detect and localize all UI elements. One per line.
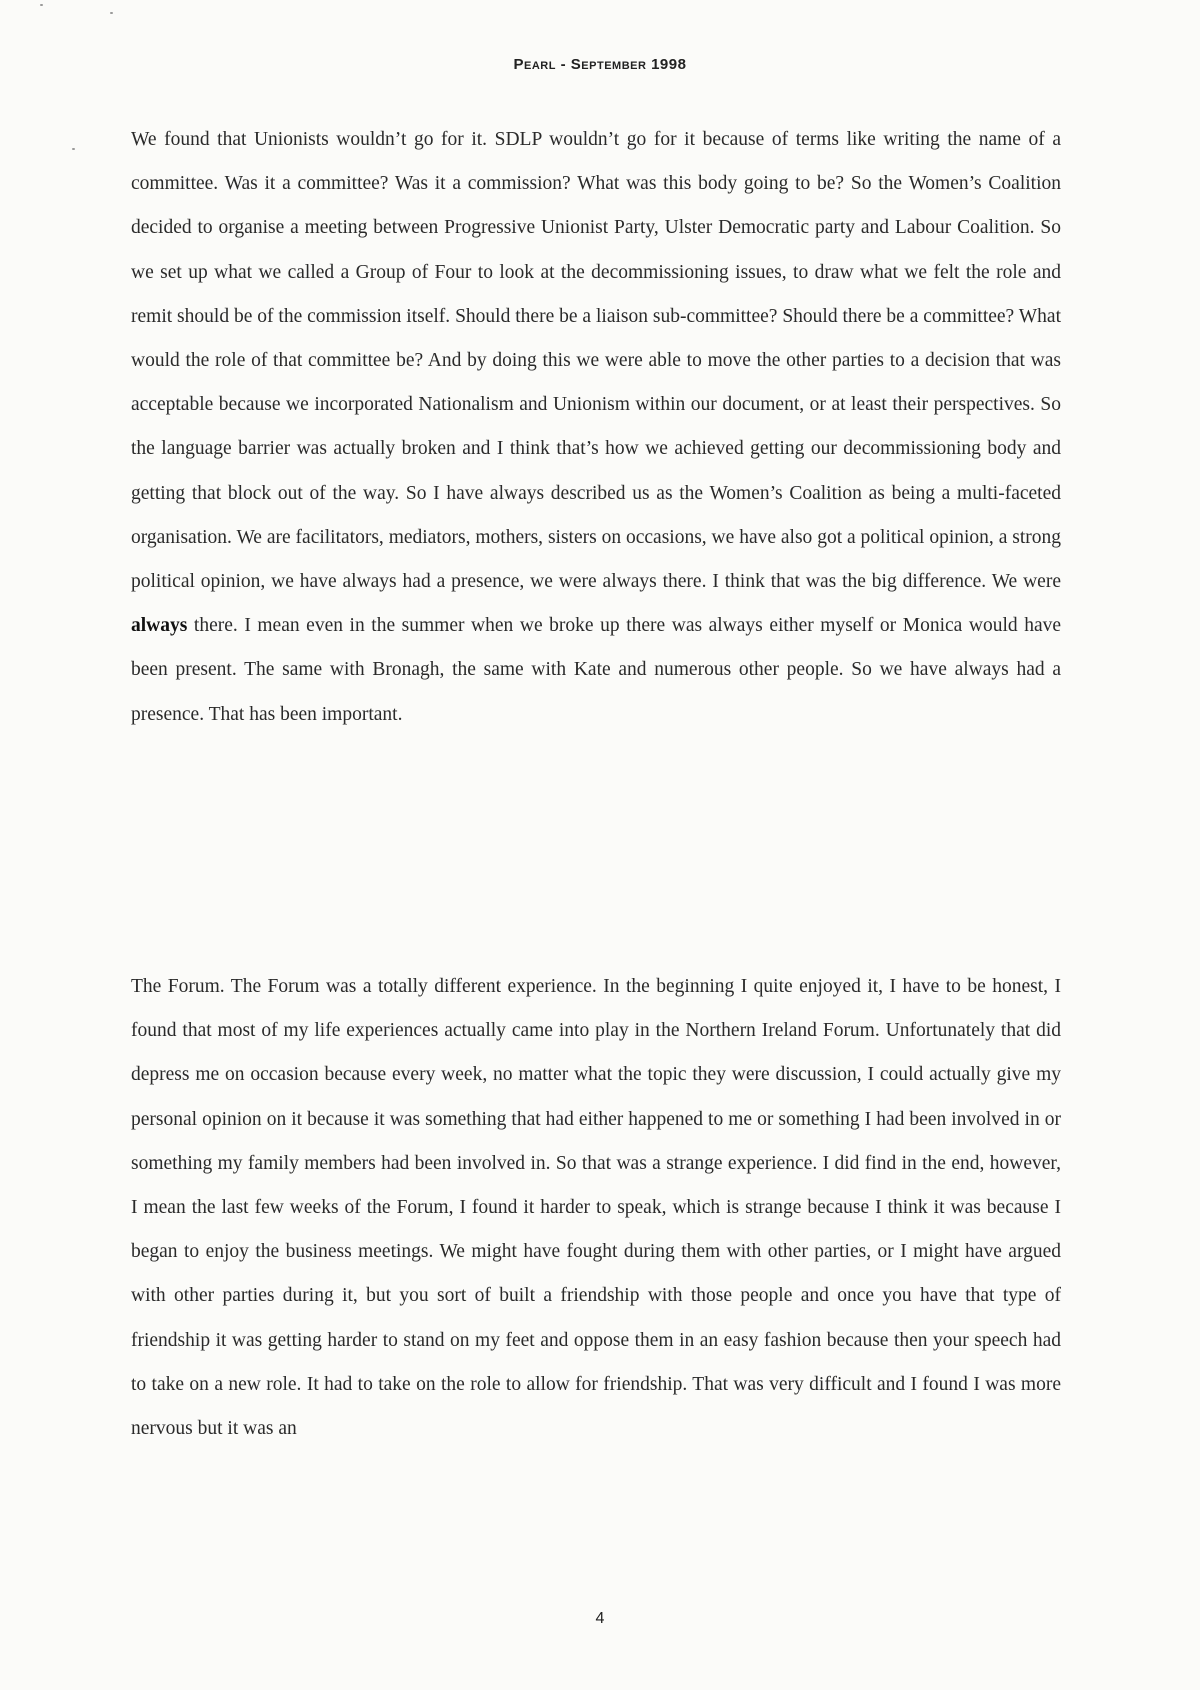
scan-speck bbox=[40, 4, 43, 6]
paragraph-decommissioning bbox=[131, 118, 1061, 737]
paragraph-text: there. I mean even in the summer when we broke up there was always either myself or Monica would have been present. The same with Bronagh, the same with Kate and numerous other people. So we have always had a presence. That has been important. bbox=[131, 615, 1061, 725]
paragraph-text: We found that Unionists wouldn’t go for it. SDLP wouldn’t go for it because of terms like writing the name of a committee. Was it a committee? Was it a commission? What was this body going to be? So the Women’s Coalition decided to organise a meeting between Progressive Unionist Party, Ulster Democratic party and Labour Coalition. So we set up what we called a Group of Four to look at the decommissioning issues, to draw what we felt the role and remit should be of the commission itself. Should there be a liaison sub-committee? Should there be a committee? What would the role of that committee be? And by doing this we were able to move the other parties to a decision that was acceptable because we incorporated Nationalism and Unionism within our document, or at least their perspectives. So the language barrier was actually broken and I think that’s how we achieved getting our decommissioning body and getting that block out of the way. So I have always described us as the Women’s Coalition as being a multi-faceted organisation. We are facilitators, mediators, mothers, sisters on occasions, we have also got a political opinion, a strong political opinion, we have always had a presence, we were always there. I think that was the big difference. We were bbox=[131, 129, 1061, 593]
scan-speck bbox=[72, 148, 75, 150]
page-header: Pearl - September 1998 bbox=[513, 56, 687, 73]
paragraph-forum: The Forum. The Forum was a totally different experience. In the beginning I quite enjoyed it, I have to be honest, I found that most of my life experiences actually came into play in the Northern Ireland Forum. Unfortunately that did depress me on occasion because every week, no matter what the topic they were discussion, I could actually give my personal opinion on it because it was something that had either happened to me or something I had been involved in or something my family members had been involved in. So that was a strange experience. I did find in the end, however, I mean the last few weeks of the Forum, I found it harder to speak, which is strange because I think it was because I began to enjoy the business meetings. We might have fought during them with other parties, or I might have argued with other parties during it, but you sort of built a friendship with those people and once you have that type of friendship it was getting harder to stand on my feet and oppose them in an easy fashion because then your speech had to take on a new role. It had to take on the role to allow for friendship. That was very difficult and I found I was more nervous but it was an bbox=[131, 976, 1061, 1440]
scan-speck bbox=[110, 12, 113, 14]
emphasis-word: always bbox=[131, 615, 188, 637]
page-number: 4 bbox=[595, 1610, 605, 1627]
